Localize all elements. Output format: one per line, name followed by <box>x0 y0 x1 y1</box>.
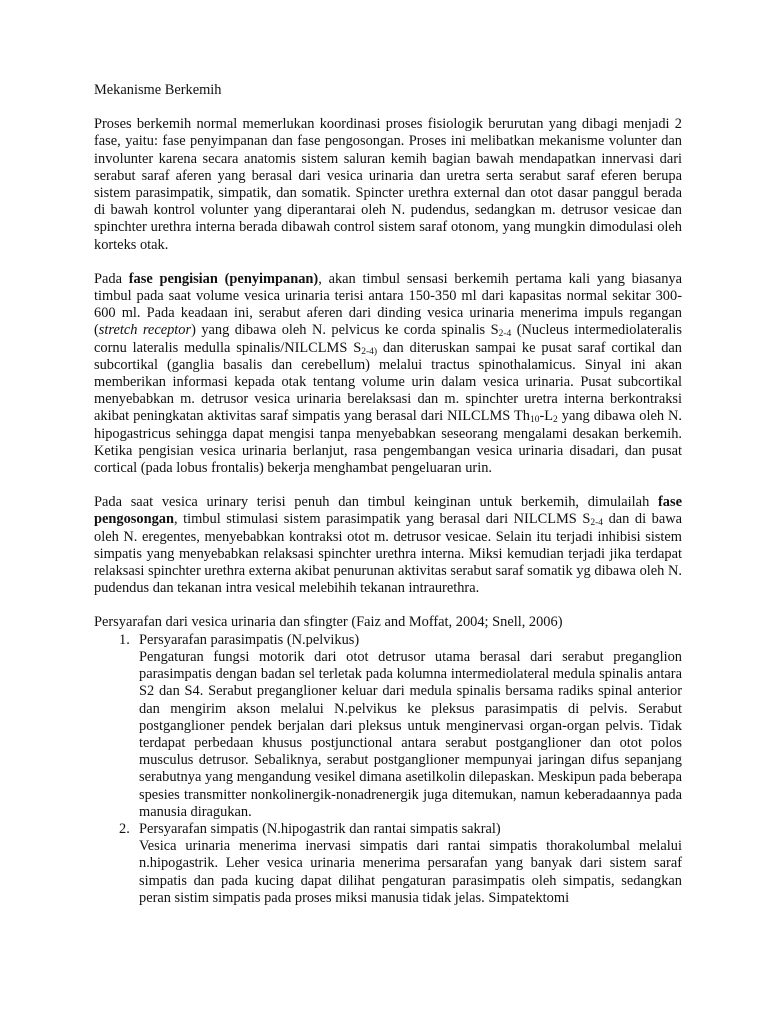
text-run: ) yang dibawa oleh N. pelvicus ke corda spinalis S <box>191 322 499 339</box>
list-item-title: Persyarafan simpatis (N.hipogastrik dan rantai simpatis sakral) <box>139 820 501 837</box>
bold-term-voiding-phase: fase pengosongan <box>94 494 682 528</box>
list-item-body: Pengaturan fungsi motorik dari otot detrusor utama berasal dari serabut preganglion parasimpatis dengan badan sel terletak pada kolumna intermediolateral medula spinalis antara S2 dan S4. Serabut preganglioner keluar dari medula spinalis bersama radiks spinal anterior dan mengirim akson melalui N.pelvikus ke pleksus parasimpatis di pelvis. Serabut postganglioner pendek berjalan dari pleksus untuk menginervasi organ-organ pelvis. Tidak terdapat perbedaan khusus postjunctional antara serabut postganglioner dan otot polos musculus detrusor. Sebaliknya, serabut postganglioner mempunyai jaringan difus sepanjang serabutnya yang mengandung vesikel dimana asetilkolin dilepaskan. Meskipun pada beberapa spesies transmitter nonkolinergik-nonadrenergik juga ditemukan, namun keberadaannya pada manusia diragukan. <box>139 648 682 820</box>
document-title: Mekanisme Berkemih <box>94 82 222 98</box>
document-page <box>94 82 682 907</box>
text-run: dan diteruskan sampai ke pusat saraf cortikal dan subcortikal (ganglia basalis dan cerebellum) melalui tractus spinothalamicus. Sinyal ini akan memberikan informasi kepada otak tentang volume urin dalam vesica urinaria. Pusat subcortikal menyebabkan m. detrusor vesica urinaria berelaksasi dan m. spinchter uretra interna berkontraksi akibat peningkatan aktivitas saraf simpatis yang berasal dari NILCLMS Th <box>94 339 682 425</box>
subscript: 10 <box>529 415 540 426</box>
text-run: , timbul stimulasi sistem parasimpatik yang berasal dari NILCLMS S <box>173 511 591 528</box>
text-run: dan di bawa oleh N. eregentes, menyebabkan kontraksi otot m. detrusor vesicae. Selain itu terjadi inhibisi sistem simpatis yang menyebabkan relaksasi spinchter urethra interna. Miksi kemudian terjadi jika terdapat relaksasi spinchter urethra externa akibat penurunan aktivitas serabut saraf somatik yg dibawa oleh N. pudendus dan tekanan intra vesical melebihih tekanan intraurethra. <box>94 511 682 597</box>
text-run: (Nucleus intermediolateralis cornu lateralis medulla spinalis/NILCLMS S <box>94 322 682 356</box>
paragraph-filling-phase <box>94 271 682 477</box>
bold-term-filling-phase: fase pengisian (penyimpanan) <box>128 270 319 287</box>
text-run: -L <box>539 408 554 425</box>
innervation-heading: Persyarafan dari vesica urinaria dan sfingter (Faiz and Moffat, 2004; Snell, 2006) <box>94 614 563 631</box>
italic-term-stretch-receptor: stretch receptor <box>98 322 192 339</box>
text-run: Pada <box>94 270 129 287</box>
paragraph-voiding-phase <box>94 494 682 597</box>
list-marker: 2. <box>119 820 130 837</box>
list-marker: 1. <box>119 631 130 648</box>
subscript: 2 <box>553 415 558 426</box>
subscript: 2-4 <box>498 329 512 340</box>
subscript: 2-4 <box>590 518 604 529</box>
paragraph-overview: Proses berkemih normal memerlukan koordinasi proses fisiologik berurutan yang dibagi menjadi 2 fase, yaitu: fase penyimpanan dan fase pengosongan. Proses ini melibatkan mekanisme volunter dan involunter karena secara anatomis sistem saluran kemih bagian bawah mendapatkan innervasi dari serabut saraf aferen yang berasal dari vesica urinaria dan uretra serta serabut saraf eferen berupa sistem parasimpatik, simpatik, dan somatik. Spincter urethra external dan otot dasar panggul berada di bawah kontrol volunter yang diperantarai oleh N. pudendus, sedangkan m. detrusor vesicae dan spinchter urethra interna berada dibawah control sistem saraf otonom, yang mungkin dimodulasi oleh korteks otak. <box>94 116 682 253</box>
innervation-list <box>94 632 682 907</box>
text-run: Pada saat vesica urinary terisi penuh dan timbul keinginan untuk berkemih, dimulailah <box>94 494 659 511</box>
list-item-body: Vesica urinaria menerima inervasi simpatis dari rantai simpatis thorakolumbal melalui n.hipogastrik. Leher vesica urinaria menerima persarafan yang banyak dari sistem saraf simpatis dan pada kucing dapat dilihat pengaturan parasimpatis oleh simpatis, sedangkan peran sistim simpatis pada proses miksi manusia tidak jelas. Simpatektomi <box>139 838 682 906</box>
text-run: , akan timbul sensasi berkemih pertama kali yang biasanya timbul pada saat volume vesica urinaria terisi antara 150-350 ml dari kapasitas normal sekitar 300-600 ml. Pada keadaan ini, serabut aferen dari dinding vesica urinaria menerima impuls regangan ( <box>94 270 682 339</box>
text-run: yang dibawa oleh N. hipogastricus sehingga dapat mengisi tanpa menyebabkan seseorang mengalami desakan berkemih. Ketika pengisian vesica urinaria berlanjut, rasa pengembangan vesica urinaria disadari, dan pusat cortical (pada lobus frontalis) bekerja menghambat pengeluaran urin. <box>94 408 682 477</box>
list-item-sympathetic <box>94 821 682 907</box>
subscript: 2-4) <box>361 346 378 357</box>
list-item-parasympathetic <box>94 632 682 821</box>
list-item-title: Persyarafan parasimpatis (N.pelvikus) <box>139 631 360 648</box>
